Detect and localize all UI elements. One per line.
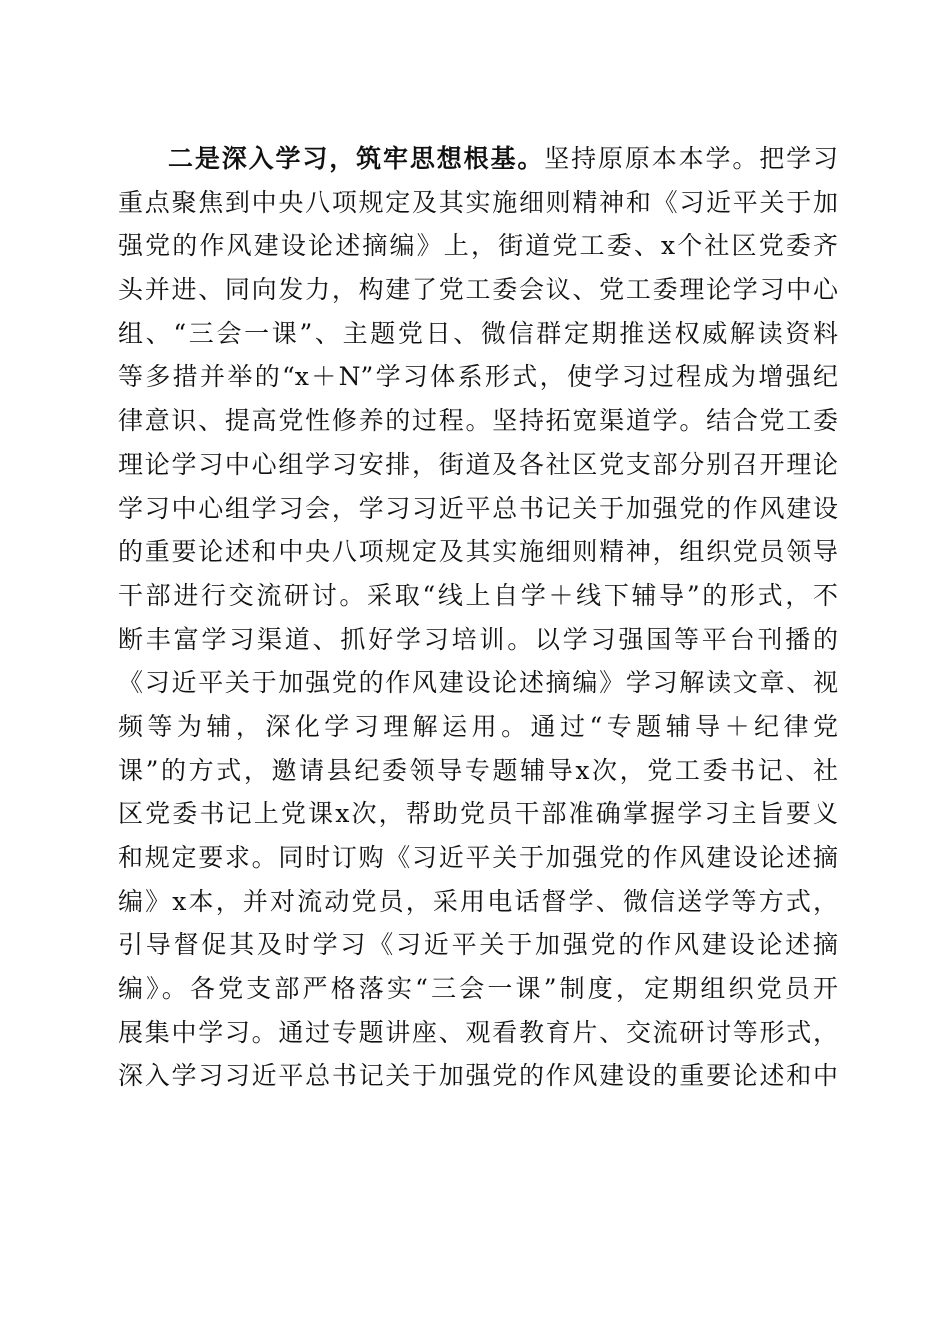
paragraph-line: 头并进、同向发力，构建了党工委会议、党工委理论学习中心 — [118, 275, 838, 305]
paragraph-line: 学习中心组学习会，学习习近平总书记关于加强党的作风建设 — [118, 493, 838, 523]
paragraph-lead-heading: 二是深入学习，筑牢思想根基。 — [168, 144, 545, 173]
paragraph-line: 频等为辅，深化学习理解运用。通过“专题辅导＋纪律党 — [118, 711, 838, 741]
paragraph-line: 强党的作风建设论述摘编》上，街道党工委、x个社区党委齐 — [118, 231, 838, 261]
paragraph-line: 和规定要求。同时订购《习近平关于加强党的作风建设论述摘 — [118, 843, 838, 872]
paragraph-line: 律意识、提高党性修养的过程。坚持拓宽渠道学。结合党工委 — [118, 406, 838, 436]
body-paragraph — [118, 137, 838, 1098]
paragraph-line: 重点聚焦到中央八项规定及其实施细则精神和《习近平关于加 — [118, 187, 838, 217]
paragraph-line: 《习近平关于加强党的作风建设论述摘编》学习解读文章、视 — [118, 668, 838, 698]
paragraph-first-line-text: 坚持原原本本学。把学习 — [544, 144, 838, 173]
paragraph-line: 组、“三会一课”、主题党日、微信群定期推送权威解读资料 — [118, 318, 838, 348]
paragraph-line: 编》x本，并对流动党员，采用电话督学、微信送学等方式， — [118, 886, 838, 916]
paragraph-line: 的重要论述和中央八项规定及其实施细则精神，组织党员领导 — [118, 537, 838, 567]
paragraph-line: 断丰富学习渠道、抓好学习培训。以学习强国等平台刊播的 — [118, 624, 838, 654]
paragraph-line: 区党委书记上党课x次，帮助党员干部准确掌握学习主旨要义 — [118, 799, 838, 829]
paragraph-line: 编》。各党支部严格落实“三会一课”制度，定期组织党员开 — [118, 974, 838, 1004]
paragraph-line: 深入学习习近平总书记关于加强党的作风建设的重要论述和中 — [118, 1061, 838, 1091]
paragraph-line: 课”的方式，邀请县纪委领导专题辅导x次，党工委书记、社 — [118, 755, 838, 785]
paragraph-line-1 — [118, 137, 838, 181]
paragraph-line: 等多措并举的“x＋N”学习体系形式，使学习过程成为增强纪 — [118, 362, 838, 392]
paragraph-line: 展集中学习。通过专题讲座、观看教育片、交流研讨等形式， — [118, 1017, 838, 1047]
paragraph-line: 干部进行交流研讨。采取“线上自学＋线下辅导”的形式，不 — [118, 580, 838, 610]
paragraph-line: 引导督促其及时学习《习近平关于加强党的作风建设论述摘 — [118, 930, 838, 960]
paragraph-line: 理论学习中心组学习安排，街道及各社区党支部分别召开理论 — [118, 449, 838, 479]
